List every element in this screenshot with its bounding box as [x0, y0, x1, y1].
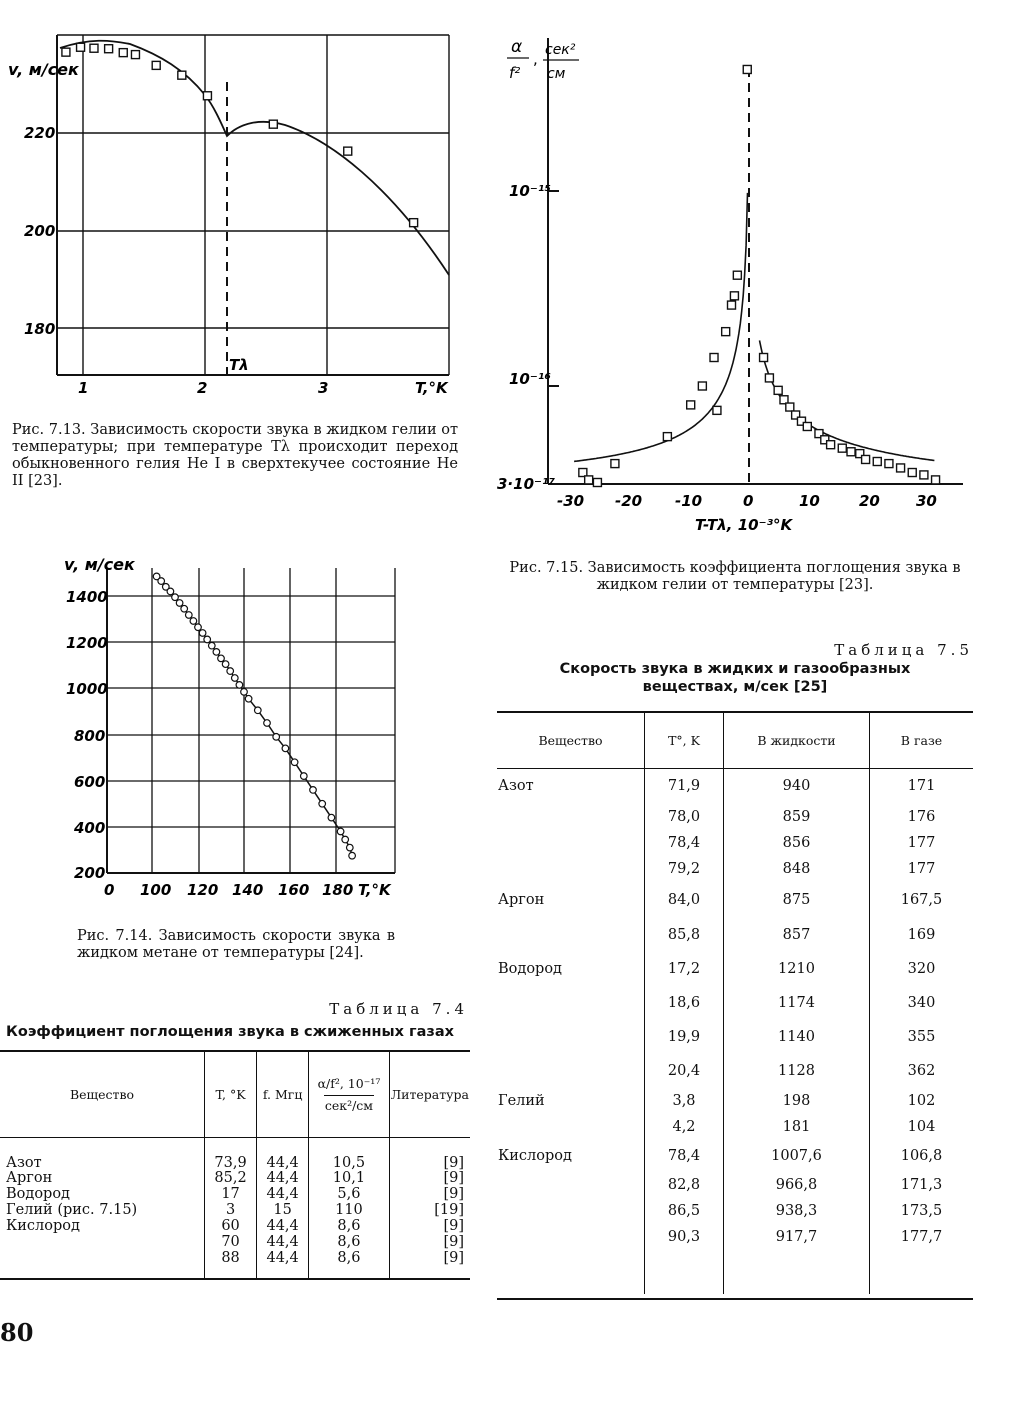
table-row: [497, 1198, 973, 1224]
tick-x-2: 2: [197, 379, 208, 397]
liquid-cell: 917,7: [724, 1224, 870, 1250]
lit-cell: [9]: [443, 1250, 464, 1266]
gas-cell: 169: [907, 927, 936, 943]
data-point-24: [827, 441, 835, 449]
data-point-6: [181, 605, 188, 612]
substance-cell: [497, 1020, 645, 1054]
tick-x-0: 0: [104, 881, 115, 899]
data-point-12: [733, 271, 741, 279]
data-point-32: [908, 469, 916, 477]
tick-y-600: 600: [74, 773, 106, 791]
temp-cell: 71,9: [645, 768, 724, 804]
alpha-cell: 10,5: [309, 1137, 390, 1171]
data-point-20: [245, 695, 252, 702]
gas-cell: 177: [907, 861, 936, 877]
data-point-29: [328, 814, 335, 821]
data-point-3: [105, 45, 113, 53]
tick-x-140: 140: [232, 881, 264, 899]
table-row: [497, 882, 973, 918]
substance-cell: [497, 986, 645, 1020]
temp-cell: 3,8: [645, 1088, 724, 1114]
data-point-30: [337, 828, 344, 835]
data-point-2: [593, 478, 601, 486]
data-point-5: [687, 401, 695, 409]
data-point-1: [77, 43, 85, 51]
substance-cell: [0, 1235, 205, 1251]
temp-cell: 90,3: [645, 1224, 724, 1250]
f2-symbol: f²: [509, 64, 521, 82]
fig714-ylabel: v, м/сек: [64, 555, 135, 574]
temp-cell: 18,6: [645, 986, 724, 1020]
data-point-0: [62, 48, 70, 56]
substance-cell: [497, 1054, 645, 1088]
temp-cell: 17: [205, 1187, 257, 1203]
data-point-11: [204, 636, 211, 643]
data-point-10: [344, 147, 352, 155]
temp-cell: 4,2: [645, 1114, 724, 1140]
fig713-ylabel: v, м/сек: [8, 60, 79, 79]
data-point-8: [203, 92, 211, 100]
tick-y-1e-16: 10⁻¹⁶: [509, 370, 551, 388]
gas-cell: 177,7: [900, 1229, 943, 1245]
table75-number: Таблица 7.5: [834, 641, 973, 659]
alpha-cell: 10,1: [309, 1171, 390, 1187]
table-row: [497, 1054, 973, 1088]
fig713-xlabel: T,°K: [415, 379, 448, 397]
tick-y-200: 200: [74, 864, 106, 882]
tick-x-10: 10: [799, 492, 820, 510]
data-point-9: [195, 624, 202, 631]
data-point-4: [172, 594, 179, 601]
tick-y-1e-15: 10⁻¹⁵: [509, 182, 551, 200]
gas-cell: 167,5: [900, 892, 943, 908]
table-row: [497, 1114, 973, 1140]
table-row: [497, 986, 973, 1020]
liquid-cell: 1140: [724, 1020, 870, 1054]
svg-text:,: ,: [533, 50, 538, 68]
tick-y-1200: 1200: [66, 634, 108, 652]
cm-symbol: см: [547, 66, 566, 82]
tick-x-0: 0: [743, 492, 754, 510]
table-row: [0, 1187, 470, 1203]
tick-x-120: 120: [187, 881, 219, 899]
data-point-8: [190, 618, 197, 625]
freq-cell: 44,4: [257, 1137, 309, 1171]
table-row: [497, 830, 973, 856]
temp-cell: 60: [205, 1219, 257, 1235]
data-point-34: [932, 476, 940, 484]
tick-y-180: 180: [24, 320, 56, 338]
data-point-15: [222, 661, 229, 668]
freq-cell: 15: [257, 1203, 309, 1219]
substance-cell: Гелий (рис. 7.15): [0, 1203, 205, 1219]
data-point-5: [131, 51, 139, 59]
t75-h-gas: В газе: [900, 732, 943, 748]
fig-7-15-chart: [495, 38, 975, 538]
liquid-cell: 859: [724, 804, 870, 830]
data-point-10: [728, 301, 736, 309]
temp-cell: 73,9: [205, 1137, 257, 1171]
data-point-7: [186, 612, 193, 619]
data-point-8: [713, 406, 721, 414]
lambda-label: Tλ: [229, 356, 249, 374]
lit-cell: [9]: [443, 1154, 464, 1171]
temp-cell: 79,2: [645, 856, 724, 882]
table-row: [497, 918, 973, 952]
data-point-14: [218, 655, 225, 662]
table-row: [497, 952, 973, 986]
tick-x-m20: -20: [615, 492, 643, 510]
data-point-15: [765, 374, 773, 382]
substance-cell: Кислород: [0, 1219, 205, 1235]
tick-y-1400: 1400: [66, 588, 108, 606]
temp-cell: 78,4: [645, 1140, 724, 1172]
data-point-30: [885, 460, 893, 468]
table75-title-2: веществах, м/сек [25]: [642, 679, 828, 695]
lit-cell: [9]: [443, 1218, 464, 1234]
data-point-26: [301, 773, 308, 780]
fig715-xlabel: T-Tλ, 10⁻³°K: [695, 516, 793, 534]
alpha-cell: 8,6: [309, 1219, 390, 1235]
fit-curve: [60, 41, 449, 275]
t74-h-lit: Литература: [390, 1086, 469, 1102]
alpha-symbol: α: [511, 38, 523, 57]
tick-x-180: 180: [322, 881, 354, 899]
gas-cell: 177: [907, 835, 936, 851]
freq-cell: 44,4: [257, 1187, 309, 1203]
data-point-16: [774, 386, 782, 394]
liquid-cell: 857: [724, 918, 870, 952]
sec2-symbol: сек²: [545, 42, 576, 58]
liquid-cell: 1007,6: [724, 1140, 870, 1172]
temp-cell: 17,2: [645, 952, 724, 986]
data-point-1: [585, 476, 593, 484]
table-row: [0, 1137, 470, 1171]
temp-cell: 19,9: [645, 1020, 724, 1054]
table-row: [497, 804, 973, 830]
temp-cell: 86,5: [645, 1198, 724, 1224]
liquid-cell: 938,3: [724, 1198, 870, 1224]
data-point-10: [199, 630, 206, 637]
substance-cell: [497, 856, 645, 882]
fig713-caption: Рис. 7.13. Зависимость скорости звука в жидком гелии от температуры; при температуре Tλ происходит переход обыкновенного гелия He I в сверхтекучее состояние He II [23].: [12, 422, 458, 489]
data-point-27: [310, 787, 317, 794]
substance-cell: [497, 1114, 645, 1140]
alpha-cell: 110: [309, 1203, 390, 1219]
tick-y-220: 220: [24, 124, 56, 142]
data-point-32: [347, 844, 354, 851]
substance-cell: Аргон: [0, 1171, 205, 1187]
substance-cell: Азот: [0, 1137, 205, 1171]
t74-h-substance: Вещество: [0, 1051, 205, 1137]
fig714-caption: Рис. 7.14. Зависимость скорости звука в жидком метане от температуры [24].: [77, 928, 395, 961]
substance-cell: Аргон: [497, 882, 645, 918]
data-point-17: [232, 675, 239, 682]
table-row: [497, 1088, 973, 1114]
substance-cell: Азот: [497, 768, 645, 804]
table-row: [497, 1020, 973, 1054]
data-point-24: [282, 745, 289, 752]
data-point-3: [167, 588, 174, 595]
fig715-caption: Рис. 7.15. Зависимость коэффициента поглощения звука в жидком гелии от температуры [23].: [509, 560, 961, 593]
data-point-12: [209, 642, 216, 649]
data-point-11: [410, 219, 418, 227]
fig-7-13-chart: [0, 0, 470, 400]
t74-h-temp: T, °K: [205, 1051, 257, 1137]
data-point-33: [920, 471, 928, 479]
t75-h-substance: Вещество: [497, 712, 645, 768]
substance-cell: Водород: [497, 952, 645, 986]
gas-cell: 171,3: [900, 1177, 943, 1193]
liquid-cell: 875: [724, 882, 870, 918]
tick-y-200: 200: [24, 222, 56, 240]
t74-h-alpha-unit: сек²/см: [324, 1095, 374, 1113]
tick-y-800: 800: [74, 727, 106, 745]
table-row: [0, 1235, 470, 1251]
substance-cell: Кислород: [497, 1140, 645, 1172]
data-point-14: [760, 354, 768, 362]
data-point-25: [291, 759, 298, 766]
substance-cell: [497, 1172, 645, 1198]
temp-cell: 85,2: [205, 1171, 257, 1187]
table-row: [0, 1219, 470, 1235]
temp-cell: 85,8: [645, 918, 724, 952]
data-point-9: [722, 328, 730, 336]
tick-x-20: 20: [859, 492, 880, 510]
temp-cell: 78,4: [645, 830, 724, 856]
data-point-3: [611, 460, 619, 468]
temp-cell: 20,4: [645, 1054, 724, 1088]
substance-cell: Водород: [0, 1187, 205, 1203]
data-point-7: [710, 354, 718, 362]
data-point-18: [236, 682, 243, 689]
substance-cell: [497, 918, 645, 952]
data-point-7: [178, 71, 186, 79]
table74-number: Таблица 7.4: [329, 1000, 468, 1018]
substance-cell: [497, 830, 645, 856]
data-point-5: [176, 600, 183, 607]
t74-h-alpha: α/f², 10⁻¹⁷: [317, 1075, 381, 1091]
tick-y-400: 400: [74, 819, 106, 837]
liquid-cell: 966,8: [724, 1172, 870, 1198]
gas-cell: 362: [907, 1063, 936, 1079]
tick-y-3e-17: 3·10⁻¹⁷: [497, 475, 556, 493]
page-number: 80: [0, 1318, 34, 1347]
freq-cell: 44,4: [257, 1235, 309, 1251]
alpha-cell: 8,6: [309, 1251, 390, 1267]
temp-cell: 84,0: [645, 882, 724, 918]
data-point-1: [158, 578, 165, 585]
tick-x-30: 30: [916, 492, 937, 510]
gas-cell: 355: [907, 1029, 936, 1045]
tick-x-100: 100: [140, 881, 172, 899]
data-point-31: [897, 464, 905, 472]
table-row: [497, 856, 973, 882]
liquid-cell: 198: [724, 1088, 870, 1114]
gas-cell: 106,8: [900, 1148, 943, 1164]
liquid-cell: 181: [724, 1114, 870, 1140]
table75-title-1: Скорость звука в жидких и газообразных: [559, 661, 911, 677]
tick-y-1000: 1000: [66, 680, 108, 698]
data-point-28: [862, 455, 870, 463]
t75-h-temp: T°, K: [645, 712, 724, 768]
data-point-6: [152, 61, 160, 69]
tick-x-160: 160: [278, 881, 310, 899]
fit-curve: [157, 576, 353, 855]
lit-cell: [9]: [443, 1170, 464, 1186]
gas-cell: 102: [907, 1093, 936, 1109]
table74-title: Коэффициент поглощения звука в сжиженных газах: [6, 1024, 454, 1040]
liquid-cell: 856: [724, 830, 870, 856]
data-point-21: [803, 422, 811, 430]
temp-cell: 78,0: [645, 804, 724, 830]
data-point-28: [319, 800, 326, 807]
data-point-21: [255, 707, 262, 714]
table75: [497, 711, 973, 1294]
data-point-13: [213, 649, 220, 656]
liquid-cell: 1174: [724, 986, 870, 1020]
liquid-cell: 1210: [724, 952, 870, 986]
tick-x-1: 1: [78, 379, 89, 397]
table-row: [0, 1203, 470, 1219]
temp-cell: 3: [205, 1203, 257, 1219]
gas-cell: 173,5: [900, 1203, 943, 1219]
data-point-16: [227, 668, 234, 675]
data-point-22: [264, 720, 271, 727]
table-row: [497, 768, 973, 804]
t75-h-liquid: В жидкости: [724, 712, 870, 768]
freq-cell: 44,4: [257, 1171, 309, 1187]
lit-cell: [19]: [434, 1202, 464, 1218]
freq-cell: 44,4: [257, 1251, 309, 1267]
gas-cell: 340: [907, 995, 936, 1011]
substance-cell: Гелий: [497, 1088, 645, 1114]
gas-cell: 176: [907, 809, 936, 825]
tick-x-m10: -10: [675, 492, 703, 510]
lit-cell: [9]: [443, 1234, 464, 1250]
data-point-25: [838, 444, 846, 452]
fig714-xlabel: T,°K: [358, 881, 391, 899]
fig-7-14-chart: [60, 548, 410, 900]
tick-x-3: 3: [318, 379, 329, 397]
table75-bottom-rule: [497, 1298, 973, 1300]
data-point-4: [663, 433, 671, 441]
freq-cell: 44,4: [257, 1219, 309, 1235]
gas-cell: 171: [907, 778, 936, 795]
liquid-cell: 940: [724, 768, 870, 804]
temp-cell: 88: [205, 1251, 257, 1267]
alpha-cell: 5,6: [309, 1187, 390, 1203]
lit-cell: [9]: [443, 1186, 464, 1202]
table-row: [0, 1251, 470, 1267]
data-point-9: [269, 120, 277, 128]
table-row: [497, 1140, 973, 1172]
gas-cell: 320: [907, 961, 936, 977]
table-row: [497, 1172, 973, 1198]
data-point-6: [698, 382, 706, 390]
gas-cell: 104: [907, 1119, 936, 1135]
tick-x-m30: -30: [557, 492, 585, 510]
substance-cell: [0, 1251, 205, 1267]
data-point-23: [273, 734, 280, 741]
data-point-13: [743, 65, 751, 73]
data-point-33: [349, 852, 356, 859]
t74-h-freq: f. Мгц: [257, 1051, 309, 1137]
substance-cell: [497, 804, 645, 830]
temp-cell: 82,8: [645, 1172, 724, 1198]
data-point-11: [730, 292, 738, 300]
data-point-18: [786, 403, 794, 411]
alpha-cell: 8,6: [309, 1235, 390, 1251]
data-point-2: [90, 44, 98, 52]
liquid-cell: 1128: [724, 1054, 870, 1088]
table74: [0, 1050, 470, 1280]
data-point-26: [847, 448, 855, 456]
data-point-29: [873, 458, 881, 466]
data-point-4: [119, 49, 127, 57]
table-row: [497, 1224, 973, 1250]
substance-cell: [497, 1198, 645, 1224]
substance-cell: [497, 1224, 645, 1250]
liquid-cell: 848: [724, 856, 870, 882]
data-point-31: [342, 836, 349, 843]
data-point-19: [241, 689, 248, 696]
temp-cell: 70: [205, 1235, 257, 1251]
table-row: [0, 1171, 470, 1187]
